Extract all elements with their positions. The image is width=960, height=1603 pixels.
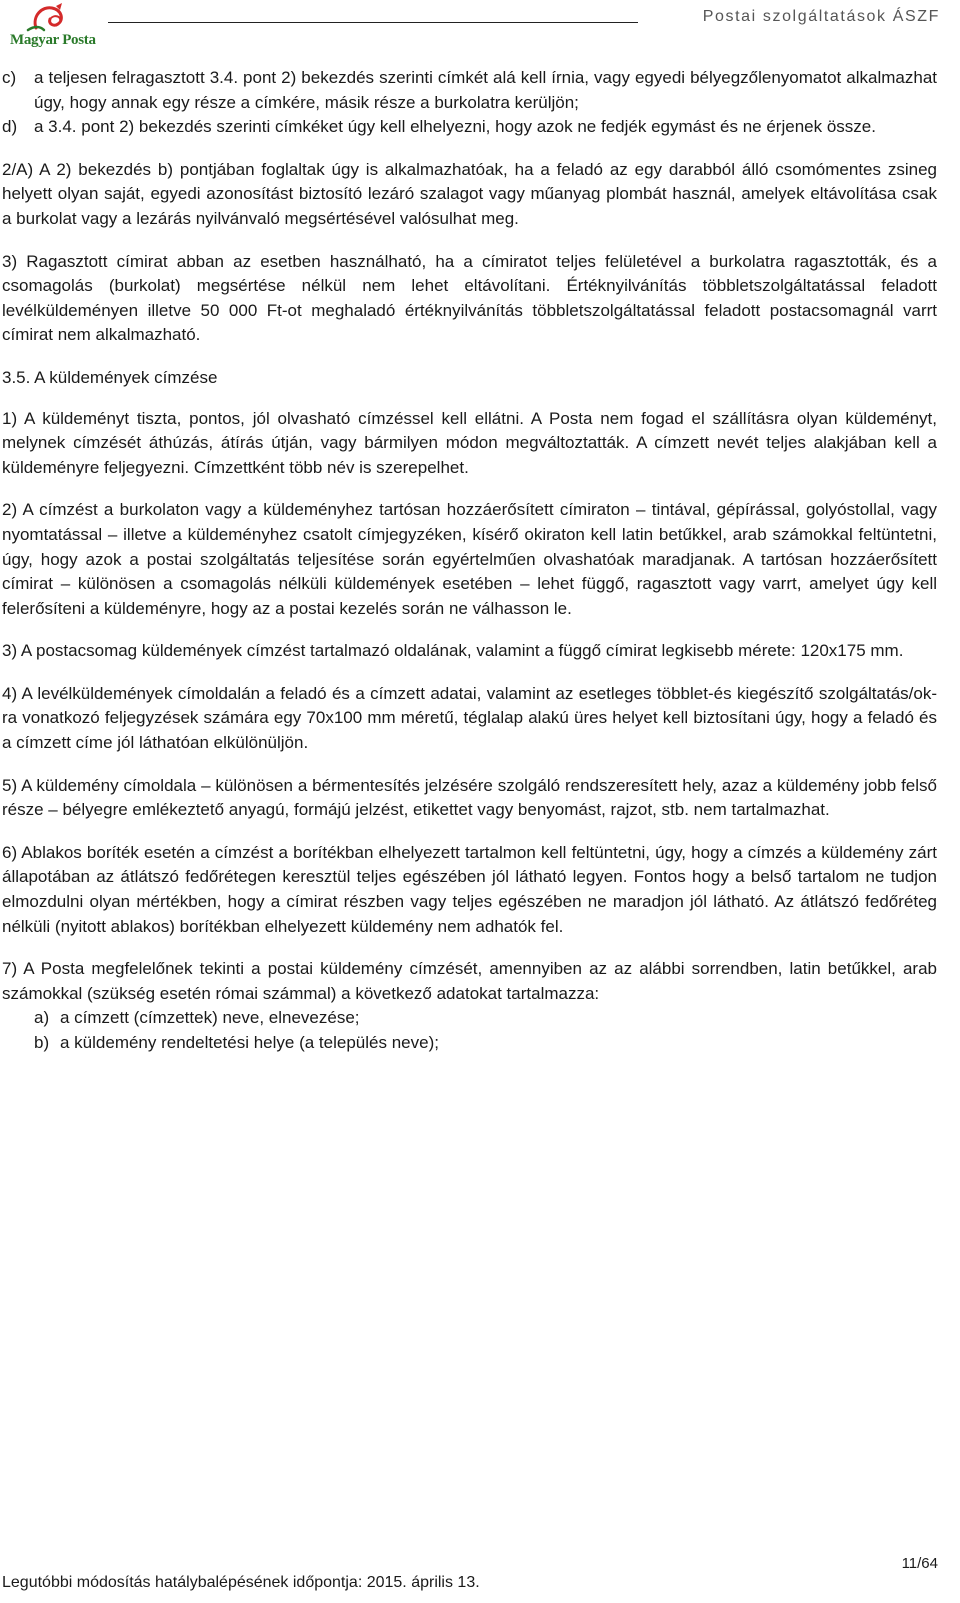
- addressing-paragraph-5: 5) A küldemény címoldala – különösen a bérmentesítés jelzésére szolgáló rendszeresített hely, azaz a küldemény jobb felső része – bélyegre emlékeztető anyagú, formájú jelzést, etikettet vagy benyomást, rajzot, stb. nem tartalmazhat.: [2, 775, 937, 820]
- page-header: [0, 0, 960, 58]
- section-heading: 3.5. A küldemények címzése: [2, 367, 218, 387]
- document-title: Postai szolgáltatások ÁSZF: [702, 8, 940, 25]
- addressing-paragraph-1: 1) A küldeményt tiszta, pontos, jól olvasható címzéssel kell ellátni. A Posta nem fogad el szállításra olyan küldeményt, melynek címzését áthúzás, átírás útján, vagy bármilyen módon megváltoztatták. A címzett nevét teljes alakjában kell a küldeményre feljegyezni. Címzettként több név is szerepelhet.: [2, 408, 937, 477]
- addressing-paragraph-4: 4) A levélküldemények címoldalán a feladó és a címzett adatai, valamint az esetleges többlet-és kiegészítő szolgáltatás/ok-ra vonatkozó feljegyzések számára egy 70x100 mm méretű, téglalap alakú üres helyet kell biztosítani úgy, hogy a feladó és a címzett címe jól láthatóan elkülönüljön.: [2, 683, 937, 753]
- list-label: a): [34, 1008, 50, 1028]
- list-text: a küldemény rendeltetési helye (a település neve);: [60, 1033, 439, 1052]
- page-content: [2, 66, 937, 1056]
- header-rule: [108, 22, 638, 23]
- addressing-paragraph-7: 7) A Posta megfelelőnek tekinti a postai küldemény címzését, amennyiben az az alábbi sorrendben, latin betűkkel, arab számokkal (szükség esetén római számmal) a következő adatokat tartalmazza:: [2, 959, 937, 1003]
- post-horn-icon: [10, 2, 90, 34]
- paragraph-2a: 2/A) A 2) bekezdés b) pontjában foglaltak úgy is alkalmazhatóak, ha a feladó az egy darabból álló csomómentes zsineg helyett olyan saját, egyedi azonosítást biztosító lezáró szalagot vagy műanyag plombát használ, amelyek eltávolítása csak a burkolat vagy a lezárás nyilvánvaló megsértésével valósulhat meg.: [2, 159, 937, 228]
- list-text: a teljesen felragasztott 3.4. pont 2) bekezdés szerinti címkét alá kell írnia, vagy egyedi bélyegzőlenyomatot alkalmazhat úgy, hogy annak egy része a címkére, másik része a burkolatra kerüljön;: [34, 68, 937, 112]
- sub-item-a: [2, 1006, 937, 1031]
- addressing-paragraph-2: 2) A címzést a burkolaton vagy a küldeményhez tartósan hozzáerősített címiraton – tintával, gépírással, golyóstollal, vagy nyomtatással – illetve a küldeményhez csatolt címjegyzéken, kísérő okiraton kell latin betűkkel, arab számokkal feltüntetni, úgy, hogy azok a postai szolgáltatás teljesítése során egyértelműen olvashatóak maradjanak. A tartósan hozzáerősített címirat – különösen a csomagolás nélküli küldemények esetében – lehet függő, ragasztott vagy varrt, amelyet úgy kell felerősíteni a küldeményre, hogy az a postai kezelés során ne válhasson le.: [2, 500, 937, 618]
- list-label: c): [2, 68, 17, 87]
- addressing-paragraph-6: 6) Ablakos boríték esetén a címzést a borítékban elhelyezett tartalmon kell feltüntetni, úgy, hogy a címzés a küldemény zárt állapotában az átlátszó fedőrétegen keresztül teljes egészében jól látható legyen. Fontos hogy a belső tartalom ne tudjon elmozdulni olyan mértékben, hogy a címirat részben vagy teljes egészében ne maradjon jól látható. Az átlátszó fedőréteg nélküli (nyitott ablakos) borítékban elhelyezett küldemény nem adhatók fel.: [2, 842, 937, 936]
- paragraph-3: 3) Ragasztott címirat abban az esetben használható, ha a címiratot teljes felületével a burkolatra ragasztották, és a csomagolás (burkolat) megsértése nélkül nem lehet eltávolítani. Értéknyilvánítás többletszolgáltatással feladott levélküldeményen illetve 50 000 Ft-ot meghaladó értéknyilvánítás többletszolgáltatással feladott postacsomagnál varrt címirat nem alkalmazható.: [2, 251, 937, 345]
- logo-text: Magyar Posta: [10, 32, 96, 48]
- list-text: a címzett (címzettek) neve, elnevezése;: [60, 1008, 360, 1028]
- magyar-posta-logo: [10, 2, 96, 54]
- list-label: b): [34, 1033, 50, 1052]
- list-text: a 3.4. pont 2) bekezdés szerinti címkéket úgy kell elhelyezni, hogy azok ne fedjék egymást és ne érjenek össze.: [34, 117, 876, 137]
- list-item-c: [2, 66, 937, 115]
- addressing-paragraph-3: 3) A postacsomag küldemények címzést tartalmazó oldalának, valamint a függő címirat legkisebb mérete: 120x175 mm.: [2, 641, 904, 661]
- footer-modified-date: Legutóbbi módosítás hatálybalépésének időpontja: 2015. április 13.: [2, 1574, 480, 1591]
- page-number: 11/64: [901, 1555, 938, 1572]
- sub-item-b: [2, 1031, 937, 1056]
- list-item-d: [2, 115, 937, 140]
- list-label: d): [2, 117, 18, 137]
